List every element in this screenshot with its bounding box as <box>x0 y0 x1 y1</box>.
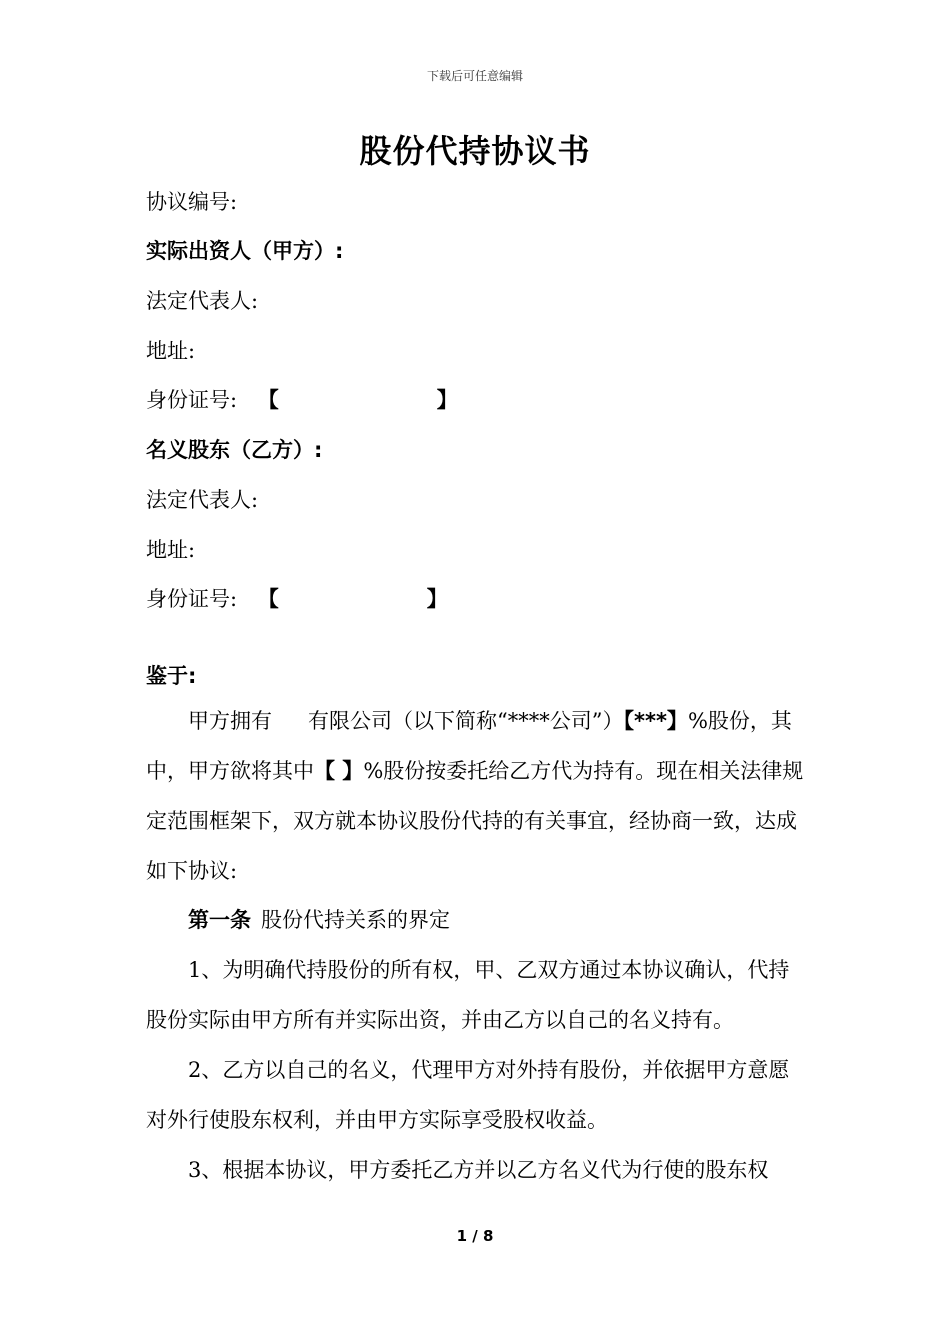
party-a-address: 地址: <box>146 339 196 363</box>
document-title: 股份代持协议书 <box>359 132 591 170</box>
party-b-id-bracket-open: 【 <box>257 587 279 611</box>
whereas-paragraph <box>146 696 806 896</box>
party-a-id-bracket-close: 】 <box>436 388 458 412</box>
article-1-number: 第一条 <box>188 908 251 932</box>
party-b-id-row <box>146 583 448 613</box>
party-b-address: 地址: <box>146 538 196 562</box>
party-b-id-label: 身份证号: <box>146 587 238 611</box>
party-a-id-bracket-open: 【 <box>257 388 279 412</box>
article-1-heading-row <box>146 895 806 945</box>
agreement-number-label: 协议编号: <box>146 190 238 214</box>
whereas-heading: 鉴于: <box>146 664 197 688</box>
whereas-entrust-bracket: 【 】 <box>314 759 364 783</box>
whereas-share-bracket: 【***】 <box>623 709 688 733</box>
party-b-legal-rep: 法定代表人: <box>146 488 259 512</box>
party-b-id-bracket-close: 】 <box>426 587 448 611</box>
party-a-id-row <box>146 384 458 414</box>
article-1-item-2: 2、乙方以自己的名义，代理甲方对外持有股份，并依据甲方意愿对外行使股东权利，并由甲方实际享受股权收益。 <box>146 1058 790 1132</box>
party-a-heading: 实际出资人（甲方）: <box>146 239 344 263</box>
whereas-text-1: 甲方拥有 <box>188 709 272 733</box>
whereas-text-3: %股份，其中，甲方欲将其中 <box>146 709 792 783</box>
whereas-text-2: 有限公司（以下简称“****公司”） <box>308 709 624 733</box>
party-a-legal-rep: 法定代表人: <box>146 289 259 313</box>
party-a-id-label: 身份证号: <box>146 388 238 412</box>
article-1-title: 股份代持关系的界定 <box>261 908 450 932</box>
party-b-heading: 名义股东（乙方）: <box>146 438 323 462</box>
whereas-text-4: %股份按委托给乙方代为持有。现在相关法律规定范围框架下，双方就本协议股份代持的有关事宜，经协商一致，达成如下协议: <box>146 759 804 883</box>
header-note: 下载后可任意编辑 <box>426 69 523 83</box>
article-1-item-3: 3、根据本协议，甲方委托乙方并以乙方名义代为行使的股东权 <box>188 1158 769 1182</box>
page-number: 1 / 8 <box>456 1227 494 1245</box>
article-1-item-1: 1、为明确代持股份的所有权，甲、乙双方通过本协议确认，代持股份实际由甲方所有并实际出资，并由乙方以自己的名义持有。 <box>146 958 790 1032</box>
